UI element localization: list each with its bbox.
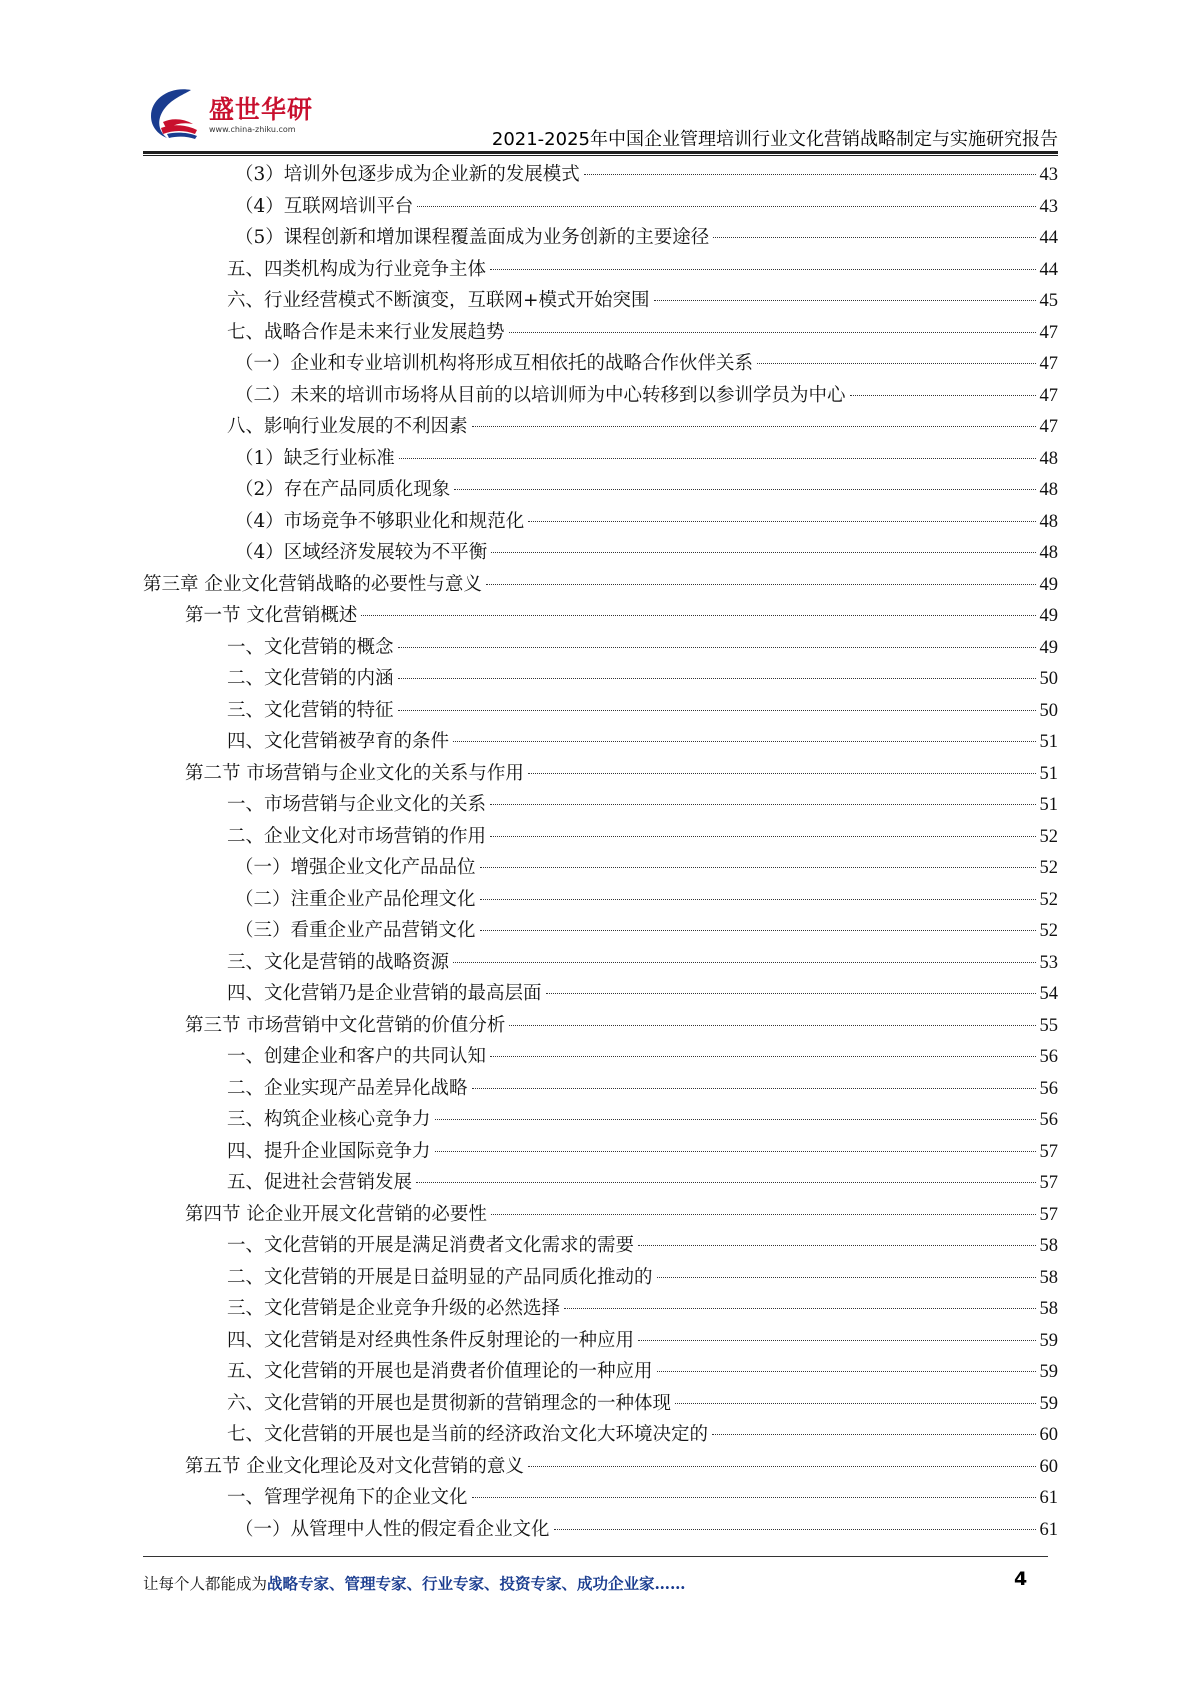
toc-entry-page: 51	[1039, 795, 1058, 815]
toc-dot-leader	[398, 710, 1036, 711]
toc-dot-leader	[453, 962, 1035, 963]
page-number: 4	[1014, 1568, 1028, 1590]
toc-entry-page: 61	[1039, 1519, 1058, 1540]
toc-entry-page: 52	[1039, 858, 1058, 878]
toc-entry[interactable]	[143, 758, 1058, 790]
toc-dot-leader	[417, 206, 1035, 207]
toc-dot-leader	[528, 1466, 1036, 1467]
toc-entry-title: （5）课程创新和增加课程覆盖面成为业务创新的主要途径	[235, 227, 710, 248]
toc-entry-title: 第三章 企业文化营销战略的必要性与意义	[143, 573, 482, 595]
toc-entry-page: 47	[1039, 322, 1058, 343]
toc-entry[interactable]	[143, 191, 1058, 223]
toc-entry-page: 52	[1039, 826, 1058, 847]
toc-entry[interactable]	[143, 915, 1058, 947]
toc-dot-leader	[490, 804, 1035, 805]
toc-dot-leader	[638, 1245, 1035, 1246]
toc-entry-title: 五、促进社会营销发展	[227, 1172, 413, 1193]
toc-entry[interactable]	[143, 600, 1058, 632]
toc-entry-page: 57	[1039, 1173, 1058, 1193]
toc-entry[interactable]	[143, 1388, 1058, 1420]
toc-entry-title: 一、市场营销与企业文化的关系	[227, 794, 487, 815]
toc-entry-page: 57	[1039, 1204, 1058, 1225]
toc-dot-leader	[435, 1151, 1036, 1152]
logo-name: 盛世华研	[209, 95, 314, 124]
toc-entry-title: 二、企业实现产品差异化战略	[227, 1077, 468, 1099]
toc-dot-leader	[654, 300, 1036, 301]
toc-entry[interactable]	[143, 789, 1058, 821]
toc-entry[interactable]	[143, 1199, 1058, 1231]
toc-entry-page: 49	[1039, 637, 1058, 658]
toc-entry-page: 56	[1039, 1110, 1058, 1130]
toc-entry-title: 七、战略合作是未来行业发展趋势	[227, 321, 505, 343]
toc-entry-title: （三）看重企业产品营销文化	[235, 920, 476, 941]
toc-entry-title: （2）存在产品同质化现象	[235, 479, 451, 500]
toc-entry-page: 50	[1039, 669, 1058, 689]
toc-entry-page: 59	[1039, 1362, 1058, 1382]
toc-entry-title: 五、四类机构成为行业竞争主体	[227, 258, 487, 280]
toc-entry-page: 51	[1039, 732, 1058, 752]
toc-dot-leader	[564, 1308, 1035, 1309]
toc-entry[interactable]	[143, 852, 1058, 884]
toc-entry-page: 59	[1039, 1393, 1058, 1414]
header-divider	[143, 151, 1058, 154]
toc-dot-leader	[657, 1371, 1036, 1372]
toc-entry-page: 50	[1039, 700, 1058, 721]
toc-entry[interactable]	[143, 380, 1058, 412]
toc-dot-leader	[472, 1497, 1036, 1498]
toc-entry-page: 51	[1039, 763, 1058, 784]
toc-entry[interactable]	[143, 1010, 1058, 1042]
toc-dot-leader	[490, 269, 1035, 270]
header-divider-thin	[143, 155, 1058, 156]
toc-entry[interactable]	[143, 1293, 1058, 1325]
toc-entry[interactable]	[143, 222, 1058, 254]
toc-entry[interactable]	[143, 1419, 1058, 1451]
toc-entry-page: 48	[1039, 448, 1058, 469]
toc-dot-leader	[509, 332, 1036, 333]
company-logo	[143, 84, 313, 146]
toc-entry-title: （二）注重企业产品伦理文化	[235, 888, 476, 910]
toc-entry[interactable]	[143, 695, 1058, 727]
toc-entry-title: 二、文化营销的开展是日益明显的产品同质化推动的	[227, 1266, 653, 1288]
toc-entry[interactable]	[143, 506, 1058, 538]
toc-entry-page: 54	[1039, 984, 1058, 1004]
toc-entry[interactable]	[143, 317, 1058, 349]
toc-entry-title: 六、行业经营模式不断演变，互联网+模式开始突围	[227, 290, 650, 311]
toc-entry-title: （1）缺乏行业标准	[235, 447, 395, 469]
toc-entry-title: 第二节 市场营销与企业文化的关系与作用	[185, 762, 524, 784]
toc-entry-page: 60	[1039, 1456, 1058, 1477]
toc-entry[interactable]	[143, 537, 1058, 569]
toc-entry-title: 第四节 论企业开展文化营销的必要性	[185, 1203, 487, 1225]
toc-dot-leader	[528, 521, 1035, 522]
footer-slogan	[143, 1572, 686, 1594]
toc-entry-title: 三、文化是营销的战略资源	[227, 951, 450, 973]
toc-entry-title: 四、提升企业国际竞争力	[227, 1140, 431, 1162]
toc-entry[interactable]	[143, 443, 1058, 475]
toc-entry-page: 43	[1039, 165, 1058, 185]
toc-entry[interactable]	[143, 1514, 1058, 1546]
toc-entry[interactable]	[143, 348, 1058, 380]
toc-dot-leader	[480, 867, 1036, 868]
toc-entry[interactable]	[143, 884, 1058, 916]
footer-slogan-highlight: 战略专家、管理专家、行业专家、投资专家、成功企业家……	[267, 1574, 686, 1593]
toc-entry-page: 58	[1039, 1236, 1058, 1256]
toc-entry-title: 三、文化营销是企业竞争升级的必然选择	[227, 1298, 561, 1319]
toc-entry-page: 53	[1039, 952, 1058, 973]
toc-dot-leader	[453, 741, 1035, 742]
toc-entry-page: 52	[1039, 889, 1058, 910]
toc-entry-page: 47	[1039, 417, 1058, 437]
report-title: 2021-2025年中国企业管理培训行业文化营销战略制定与实施研究报告	[491, 129, 1058, 150]
toc-entry[interactable]	[143, 474, 1058, 506]
toc-dot-leader	[486, 584, 1036, 585]
toc-dot-leader	[657, 1277, 1036, 1278]
toc-entry-title: 八、影响行业发展的不利因素	[227, 416, 468, 437]
toc-dot-leader	[546, 993, 1036, 994]
toc-dot-leader	[528, 773, 1036, 774]
toc-entry-title: 四、文化营销是对经典性条件反射理论的一种应用	[227, 1329, 635, 1351]
toc-entry-title: 第三节 市场营销中文化营销的价值分析	[185, 1014, 506, 1036]
toc-entry-page: 57	[1039, 1141, 1058, 1162]
toc-dot-leader	[638, 1340, 1035, 1341]
toc-entry[interactable]	[143, 1451, 1058, 1483]
toc-entry[interactable]	[143, 1167, 1058, 1199]
toc-entry[interactable]	[143, 1262, 1058, 1294]
toc-entry-title: （一）从管理中人性的假定看企业文化	[235, 1518, 550, 1540]
toc-entry-page: 56	[1039, 1078, 1058, 1099]
logo-url: www.china-zhiku.com	[209, 125, 296, 134]
toc-entry-title: （4）区域经济发展较为不平衡	[235, 542, 488, 563]
toc-entry-title: 三、构筑企业核心竞争力	[227, 1109, 431, 1130]
toc-entry-title: 一、文化营销的开展是满足消费者文化需求的需要	[227, 1235, 635, 1256]
toc-dot-leader	[398, 647, 1036, 648]
toc-dot-leader	[480, 930, 1036, 931]
toc-entry-title: 六、文化营销的开展也是贯彻新的营销理念的一种体现	[227, 1392, 672, 1414]
toc-entry-title: 一、管理学视角下的企业文化	[227, 1487, 468, 1508]
toc-entry-title: 四、文化营销被孕育的条件	[227, 731, 450, 752]
toc-dot-leader	[490, 1056, 1035, 1057]
toc-entry[interactable]	[143, 663, 1058, 695]
toc-entry-page: 48	[1039, 543, 1058, 563]
toc-entry-page: 44	[1039, 259, 1058, 280]
toc-dot-leader	[491, 1214, 1036, 1215]
toc-dot-leader	[757, 363, 1035, 364]
toc-dot-leader	[712, 1434, 1035, 1435]
toc-dot-leader	[472, 426, 1036, 427]
toc-entry[interactable]	[143, 1041, 1058, 1073]
toc-dot-leader	[472, 1088, 1036, 1089]
toc-dot-leader	[398, 678, 1036, 679]
toc-entry-title: （二）未来的培训市场将从目前的以培训师为中心转移到以参训学员为中心	[235, 384, 846, 406]
toc-entry-page: 44	[1039, 228, 1058, 248]
toc-entry-title: 第一节 文化营销概述	[185, 605, 358, 626]
toc-entry-page: 58	[1039, 1267, 1058, 1288]
toc-dot-leader	[490, 836, 1035, 837]
toc-entry-page: 47	[1039, 354, 1058, 374]
toc-entry-title: 二、文化营销的内涵	[227, 668, 394, 689]
toc-entry[interactable]	[143, 632, 1058, 664]
table-of-contents	[143, 159, 1058, 1545]
logo-emblem-icon	[143, 84, 209, 144]
toc-entry-page: 49	[1039, 574, 1058, 595]
toc-entry-title: （一）企业和专业培训机构将形成互相依托的战略合作伙伴关系	[235, 353, 754, 374]
toc-entry-title: 二、企业文化对市场营销的作用	[227, 825, 487, 847]
toc-entry[interactable]	[143, 285, 1058, 317]
toc-entry-title: 七、文化营销的开展也是当前的经济政治文化大环境决定的	[227, 1424, 709, 1445]
toc-entry-title: 第五节 企业文化理论及对文化营销的意义	[185, 1455, 524, 1477]
toc-dot-leader	[491, 552, 1035, 553]
toc-dot-leader	[850, 395, 1036, 396]
toc-dot-leader	[554, 1529, 1036, 1530]
toc-entry[interactable]	[143, 1356, 1058, 1388]
toc-dot-leader	[399, 458, 1036, 459]
toc-entry-page: 47	[1039, 385, 1058, 406]
toc-entry-page: 43	[1039, 196, 1058, 217]
toc-entry-title: （3）培训外包逐步成为企业新的发展模式	[235, 164, 580, 185]
toc-entry-page: 61	[1039, 1488, 1058, 1508]
toc-entry-page: 49	[1039, 606, 1058, 626]
toc-dot-leader	[584, 174, 1036, 175]
toc-entry[interactable]	[143, 569, 1058, 601]
toc-dot-leader	[454, 489, 1035, 490]
toc-entry-title: （4）互联网培训平台	[235, 195, 414, 217]
toc-entry-title: 四、文化营销乃是企业营销的最高层面	[227, 983, 542, 1004]
toc-entry-page: 60	[1039, 1425, 1058, 1445]
toc-dot-leader	[361, 615, 1035, 616]
toc-entry-title: 一、创建企业和客户的共同认知	[227, 1046, 487, 1067]
toc-entry-page: 56	[1039, 1047, 1058, 1067]
toc-entry[interactable]	[143, 726, 1058, 758]
toc-entry[interactable]	[143, 411, 1058, 443]
footer-divider	[143, 1556, 1048, 1557]
toc-entry[interactable]	[143, 1230, 1058, 1262]
toc-entry-title: 五、文化营销的开展也是消费者价值理论的一种应用	[227, 1361, 653, 1382]
toc-dot-leader	[480, 899, 1036, 900]
toc-dot-leader	[675, 1403, 1035, 1404]
toc-entry[interactable]	[143, 1482, 1058, 1514]
toc-entry-page: 58	[1039, 1299, 1058, 1319]
toc-entry[interactable]	[143, 254, 1058, 286]
toc-entry[interactable]	[143, 159, 1058, 191]
toc-entry[interactable]	[143, 821, 1058, 853]
toc-dot-leader	[509, 1025, 1035, 1026]
toc-entry-page: 52	[1039, 921, 1058, 941]
toc-entry-title: （4）市场竞争不够职业化和规范化	[235, 510, 525, 532]
footer-slogan-prefix: 让每个人都能成为	[143, 1575, 268, 1593]
toc-entry[interactable]	[143, 947, 1058, 979]
toc-entry-page: 55	[1039, 1015, 1058, 1036]
toc-entry[interactable]	[143, 1136, 1058, 1168]
toc-entry[interactable]	[143, 1325, 1058, 1357]
toc-entry-page: 48	[1039, 511, 1058, 532]
toc-entry[interactable]	[143, 1073, 1058, 1105]
toc-entry-title: （一）增强企业文化产品品位	[235, 857, 476, 878]
toc-entry-page: 59	[1039, 1330, 1058, 1351]
toc-entry-page: 48	[1039, 480, 1058, 500]
toc-entry-title: 三、文化营销的特征	[227, 699, 394, 721]
toc-entry-page: 45	[1039, 291, 1058, 311]
toc-dot-leader	[713, 237, 1035, 238]
toc-entry[interactable]	[143, 1104, 1058, 1136]
toc-entry[interactable]	[143, 978, 1058, 1010]
toc-entry-title: 一、文化营销的概念	[227, 636, 394, 658]
toc-dot-leader	[435, 1119, 1036, 1120]
toc-dot-leader	[416, 1182, 1035, 1183]
